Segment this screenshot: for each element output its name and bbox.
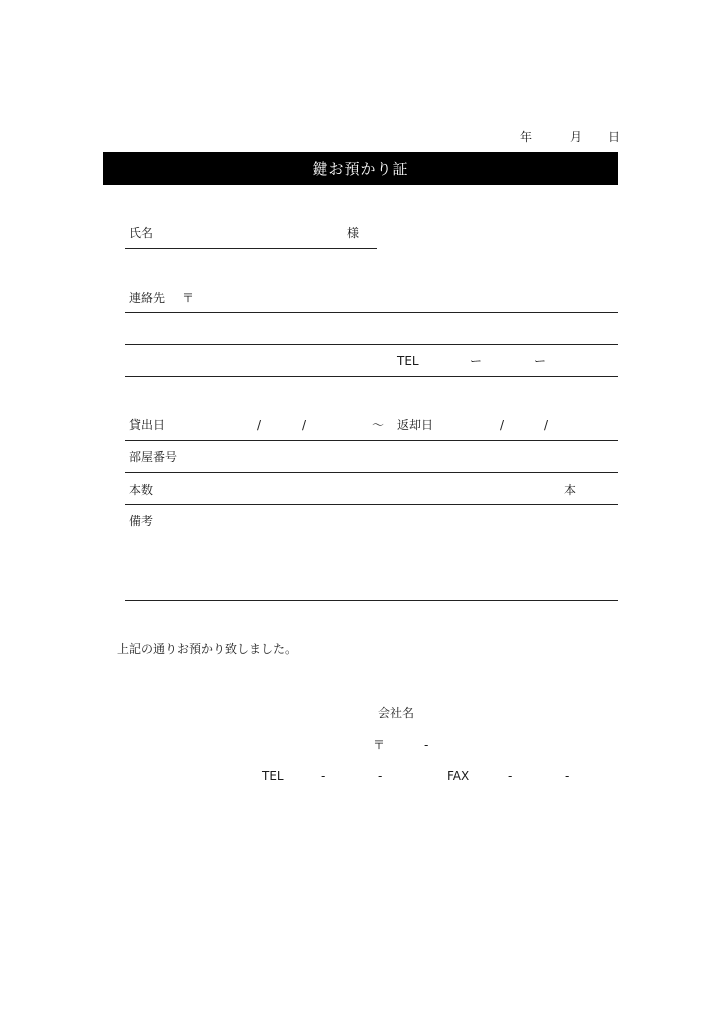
contact-label: 連絡先 xyxy=(129,291,166,305)
key-count-line xyxy=(125,504,618,505)
key-count-unit: 本 xyxy=(564,483,577,497)
loan-date-slash-2: / xyxy=(302,418,307,432)
contact-line-1 xyxy=(125,312,618,313)
document-title: 鍵お預かり証 xyxy=(103,152,618,185)
remarks-line xyxy=(125,600,618,601)
company-fax-dash-1: - xyxy=(508,769,513,783)
contact-tel-dash-2: ー xyxy=(534,354,547,368)
key-count-label: 本数 xyxy=(129,483,154,497)
company-postal-dash: - xyxy=(424,738,429,752)
name-suffix: 様 xyxy=(347,226,360,240)
loan-range-tilde: ～ xyxy=(372,418,385,432)
contact-tel-dash-1: ー xyxy=(470,354,483,368)
date-day-label: 日 xyxy=(608,130,621,144)
return-date-slash-2: / xyxy=(544,418,549,432)
room-number-line xyxy=(125,472,618,473)
loan-date-label: 貸出日 xyxy=(129,418,166,432)
company-fax-label: FAX xyxy=(447,769,470,783)
name-label: 氏名 xyxy=(129,226,154,240)
return-date-slash-1: / xyxy=(500,418,505,432)
company-tel-label: TEL xyxy=(262,769,284,783)
company-postal-mark: 〒 xyxy=(373,738,386,752)
contact-line-2 xyxy=(125,344,618,345)
loan-date-slash-1: / xyxy=(257,418,262,432)
name-line xyxy=(125,248,377,249)
contact-line-3 xyxy=(125,376,618,377)
contact-tel-label: TEL xyxy=(397,354,419,368)
date-month-label: 月 xyxy=(570,130,583,144)
company-tel-dash-2: - xyxy=(378,769,383,783)
date-year-label: 年 xyxy=(520,130,533,144)
company-name-label: 会社名 xyxy=(378,706,415,720)
receipt-statement: 上記の通りお預かり致しました。 xyxy=(117,642,298,656)
return-date-label: 返却日 xyxy=(397,418,434,432)
postal-mark: 〒 xyxy=(182,291,195,305)
company-tel-dash-1: - xyxy=(321,769,326,783)
remarks-label: 備考 xyxy=(129,514,154,528)
room-number-label: 部屋番号 xyxy=(129,450,178,464)
company-fax-dash-2: - xyxy=(565,769,570,783)
loan-line xyxy=(125,440,618,441)
